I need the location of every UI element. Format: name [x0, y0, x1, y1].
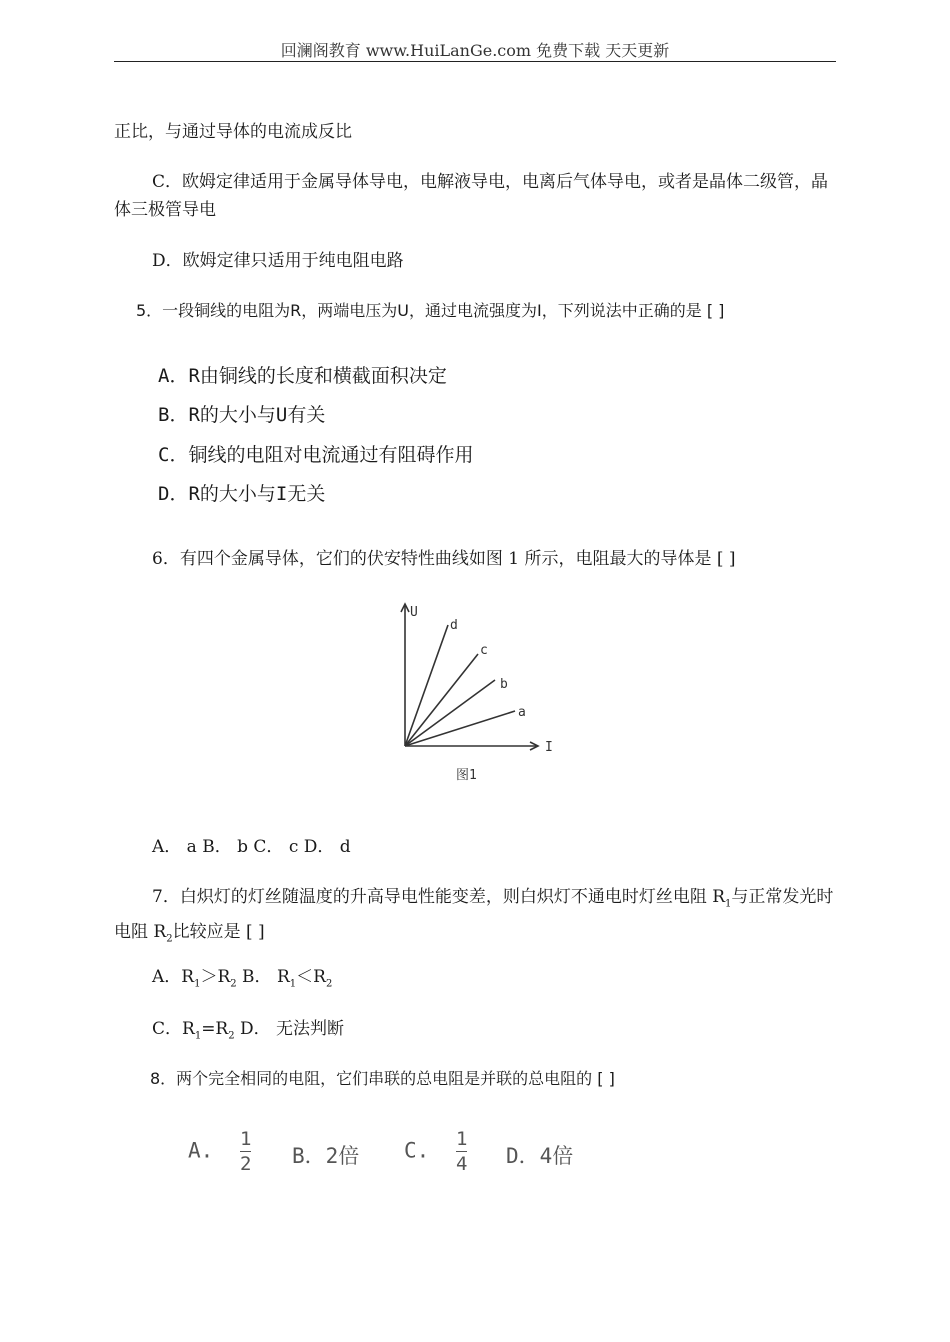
q8-option-d: D．4倍	[506, 1144, 574, 1168]
figure-caption: 图1	[456, 768, 477, 783]
q6-options: A． a B． b C． c D． d	[152, 837, 351, 857]
line-c-label: c	[480, 643, 488, 658]
q7-options-cd: C．$R_1=R_2$ D． 无法判断	[152, 1019, 345, 1042]
q7-stem: 7．白炽灯的灯丝随温度的升高导电性能变差，则白炽灯不通电时灯丝电阻 $R_1$与正常发光时电阻 $R_2$比较应是 [ ]	[114, 887, 834, 945]
page-header: 回澜阁教育 www.HuiLanGe.com 免费下载 天天更新	[280, 41, 670, 60]
q5-option-b: B．R的大小与U有关	[158, 404, 326, 426]
q5-option-d: D．R的大小与I无关	[158, 483, 326, 505]
q4-option-c: C．欧姆定律适用于金属导体导电，电解液导电，电离后气体导电，或者是晶体二级管，晶体三极管导电	[114, 172, 829, 220]
i-axis-label: I	[545, 740, 553, 755]
line-b-label: b	[500, 677, 508, 692]
q8-option-a-fraction: $\frac{1}{2}$	[239, 1128, 252, 1175]
q8-option-c: C. $\frac{1}{4}$	[404, 1128, 468, 1175]
header-rule	[114, 61, 836, 62]
q8-option-c-fraction: $\frac{1}{4}$	[455, 1128, 468, 1175]
q4-continuation: 正比，与通过导体的电流成反比	[114, 122, 352, 142]
q5-option-c: C．铜线的电阻对电流通过有阻碍作用	[158, 444, 474, 466]
q5-option-a: A．R由铜线的长度和横截面积决定	[158, 365, 447, 387]
q6-figure	[390, 598, 570, 788]
q8-option-a: A. $\frac{1}{2}$	[188, 1128, 252, 1175]
line-d-label: d	[450, 618, 458, 633]
line-a	[405, 711, 515, 746]
q6-stem: 6．有四个金属导体，它们的伏安特性曲线如图 1 所示，电阻最大的导体是 [ ]	[152, 549, 736, 569]
q7-options-ab: A．$R_1>R_2$ B． $R_1<R_2$	[152, 967, 333, 990]
line-d	[405, 625, 448, 746]
q8-option-b: B．2倍	[292, 1144, 360, 1168]
line-a-label: a	[518, 705, 526, 720]
q4-option-d: D．欧姆定律只适用于纯电阻电路	[152, 251, 404, 271]
q5-stem: 5．一段铜线的电阻为R，两端电压为U，通过电流强度为I，下列说法中正确的是 [ ]	[136, 301, 725, 320]
q8-stem: 8．两个完全相同的电阻，它们串联的总电阻是并联的总电阻的 [ ]	[150, 1069, 615, 1088]
u-axis-label: U	[410, 605, 418, 620]
